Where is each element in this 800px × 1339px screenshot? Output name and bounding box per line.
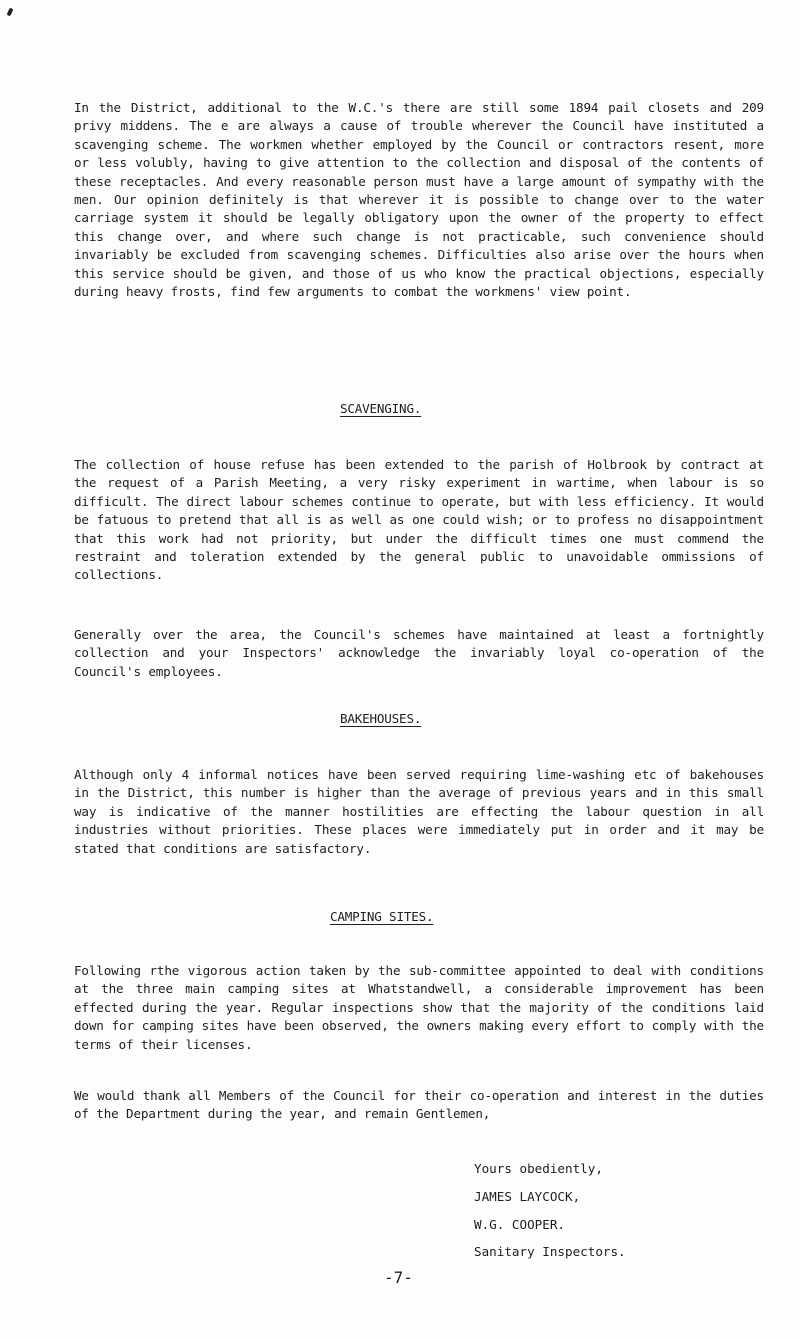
paragraph-pail-closets: In the District, additional to the W.C.'s there are still some 1894 pail closets and 209 privy middens. The e are always a cause of trouble wherever the Council have instituted a scavenging scheme. The workmen whether employed by the Council or contractors resent, more or less volubly, having to give attention to the collection and disposal of the contents of these receptacles. And every reasonable person must have a large amount of sympathy with the men. Our opinion definitely is that wherever it is possible to change over to the water carriage system it should be legally obligatory upon the owner of the property to effect this change over, and where such change is not practicable, such convenience should invariably be excluded from scavenging schemes. Difficulties also arise over the hours when this service should be given, and those of us who know the practical objections, especially during heavy frosts, find few arguments to combat the workmens' view point.: [74, 100, 764, 300]
page-number: -7-: [384, 1268, 413, 1287]
heading-camping-sites: CAMPING SITES.: [330, 909, 434, 924]
signature-title: Sanitary Inspectors.: [474, 1244, 626, 1259]
heading-bakehouses: BAKEHOUSES.: [340, 711, 422, 726]
signature-closing: Yours obediently,: [474, 1161, 603, 1176]
heading-scavenging: SCAVENGING.: [340, 401, 422, 416]
paragraph-council-schemes: Generally over the area, the Council's schemes have maintained at least a fortnightly collection and your Inspectors' acknowledge the invariably loyal co-operation of the Council's employees.: [74, 627, 764, 679]
margin-mark: [6, 8, 13, 17]
paragraph-bakehouses: Although only 4 informal notices have been served requiring lime-washing etc of bakehouses in the District, this number is higher than the average of previous years and in this small way is indicative of the manner hostilities are effecting the labour question in all industries without priorities. These places were immediately put in order and it may be stated that conditions are satisfactory.: [74, 767, 764, 856]
signature-name-cooper: W.G. COOPER.: [474, 1217, 565, 1232]
signature-name-laycock: JAMES LAYCOCK,: [474, 1189, 581, 1204]
paragraph-camping-sites: Following rthe vigorous action taken by the sub-committee appointed to deal with conditions at the three main camping sites at Whatstandwell, a considerable improvement has been effected during the year. Regular inspections show that the majority of the conditions laid down for camping sites have been observed, the owners making every effort to comply with the terms of their licenses.: [74, 963, 764, 1052]
paragraph-refuse-collection: The collection of house refuse has been extended to the parish of Holbrook by contract at the request of a Parish Meeting, a very risky experiment in wartime, when labour is so difficult. The direct labour schemes continue to operate, but with less efficiency. It would be fatuous to pretend that all is as well as one could wish; or to profess no disappointment that this work had not priority, but under the difficult times one must commend the restraint and toleration extended by the general public to unavoidable ommissions of collections.: [74, 457, 764, 583]
paragraph-closing: We would thank all Members of the Council for their co-operation and interest in the duties of the Department during the year, and remain Gentlemen,: [74, 1088, 764, 1122]
